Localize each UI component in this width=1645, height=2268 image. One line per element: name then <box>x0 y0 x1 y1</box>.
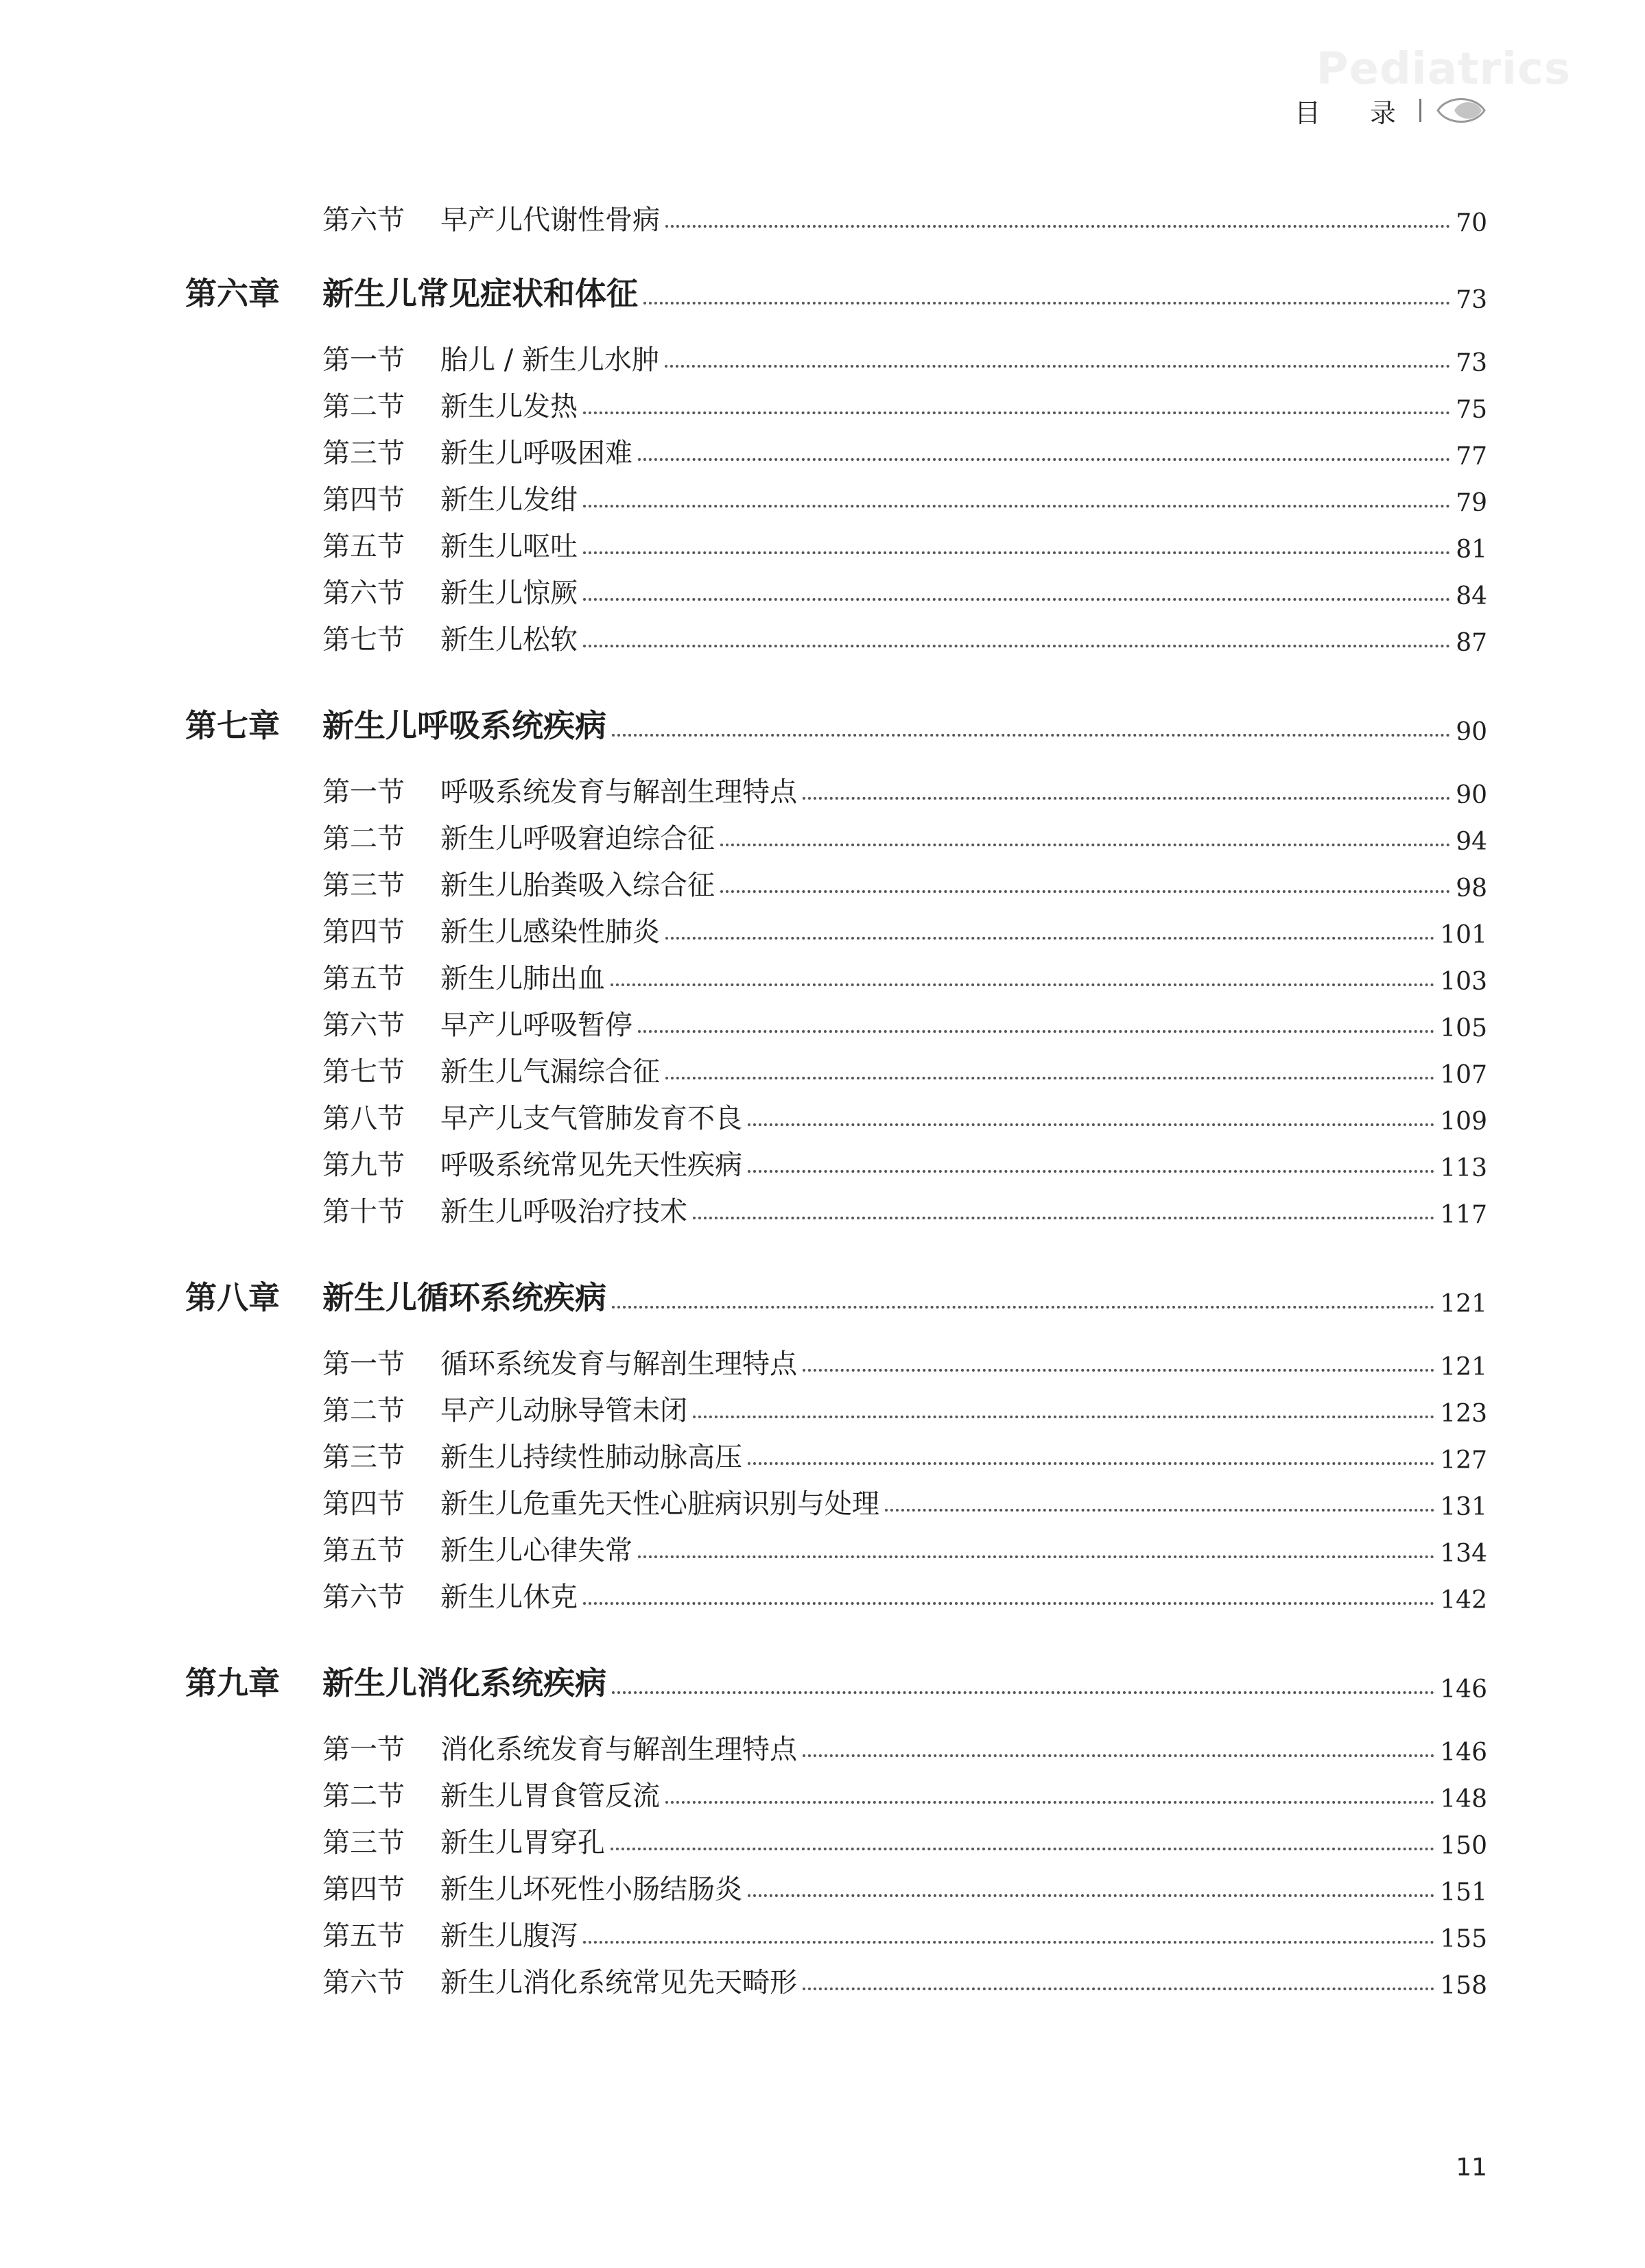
toc-entry-label <box>0 1003 632 1042</box>
toc-entry-title: 新生儿腹泻 <box>440 1920 578 1952</box>
toc-page-number: 131 <box>1440 1493 1487 1521</box>
toc-entry-title: 新生儿呼吸窘迫综合征 <box>440 823 715 855</box>
toc-entry-number: 第七章 <box>185 707 280 744</box>
toc-entry-label <box>0 1821 605 1860</box>
dot-leader <box>583 551 1450 554</box>
toc-page-number: 90 <box>1456 781 1487 809</box>
toc-entry-title: 消化系统发育与解剖生理特点 <box>440 1734 797 1765</box>
toc-entry-number: 第五节 <box>322 1920 405 1952</box>
toc-page-number: 142 <box>1440 1586 1487 1614</box>
dot-leader <box>748 1123 1434 1126</box>
toc-entry-label <box>0 1658 606 1704</box>
toc-section-entry[interactable] <box>0 476 1645 517</box>
toc-entry-label <box>0 431 632 470</box>
dot-leader <box>803 797 1450 800</box>
dot-leader <box>693 1217 1434 1219</box>
toc-entry-title: 新生儿呼吸困难 <box>440 438 632 469</box>
toc-page-number: 117 <box>1440 1201 1487 1229</box>
toc-page-number: 101 <box>1440 921 1487 949</box>
dot-leader <box>665 365 1450 368</box>
toc-entry-label <box>0 618 578 657</box>
toc-entry-label <box>0 478 578 517</box>
dot-leader <box>748 1170 1434 1173</box>
toc-entry-label <box>0 1273 606 1318</box>
toc-page-number: 121 <box>1440 1353 1487 1381</box>
toc-entry-title: 新生儿消化系统疾病 <box>322 1664 606 1702</box>
toc-page-number: 77 <box>1456 442 1487 470</box>
toc-chapter-entry[interactable] <box>0 273 1645 314</box>
dot-leader <box>665 937 1434 940</box>
toc-section-entry[interactable] <box>0 196 1645 237</box>
dot-leader <box>611 1848 1434 1850</box>
toc-entry-number: 第二节 <box>322 391 405 422</box>
toc-entry-title: 新生儿肺出血 <box>440 963 605 994</box>
dot-leader <box>665 225 1450 228</box>
toc-entry-title: 新生儿呼吸治疗技术 <box>440 1196 687 1228</box>
toc-entry-title: 新生儿胃穿孔 <box>440 1827 605 1859</box>
toc-section-entry[interactable] <box>0 1865 1645 1907</box>
toc-entry-title: 新生儿呕吐 <box>440 531 578 562</box>
toc-entry-number: 第九节 <box>322 1149 405 1181</box>
toc-section-entry[interactable] <box>0 1912 1645 1953</box>
toc-entry-number: 第四节 <box>322 1488 405 1520</box>
toc-entry-number: 第六节 <box>322 204 405 236</box>
toc-entry-label <box>0 957 605 996</box>
toc-page-number: 73 <box>1456 349 1487 377</box>
dot-leader <box>803 1988 1434 1990</box>
toc-entry-number: 第五节 <box>322 963 405 994</box>
dot-leader <box>583 411 1450 414</box>
toc-entry-label <box>0 910 660 949</box>
toc-entry-number: 第五节 <box>322 531 405 562</box>
toc-entry-number: 第四节 <box>322 916 405 948</box>
toc-page-number: 90 <box>1456 718 1487 746</box>
toc-entry-number: 第七节 <box>322 1056 405 1088</box>
toc-section-entry[interactable] <box>0 1387 1645 1428</box>
toc-entry-number: 第二节 <box>322 1780 405 1812</box>
dot-leader <box>720 890 1450 893</box>
dot-leader <box>748 1462 1434 1465</box>
toc-page-number: 121 <box>1440 1290 1487 1318</box>
toc-entry-title: 早产儿动脉导管未闭 <box>440 1395 687 1427</box>
toc-section-entry[interactable] <box>0 1188 1645 1229</box>
toc-entry-number: 第六节 <box>322 577 405 609</box>
toc-entry-label <box>0 338 659 377</box>
dot-leader <box>612 1691 1434 1694</box>
toc-page-number: 75 <box>1456 396 1487 424</box>
toc-entry-number: 第一节 <box>322 344 405 376</box>
toc-section-entry[interactable] <box>0 616 1645 657</box>
toc-entry-number: 第二节 <box>322 823 405 855</box>
toc-section-entry[interactable] <box>0 1480 1645 1521</box>
dot-leader <box>748 1894 1434 1897</box>
dot-leader <box>885 1509 1434 1512</box>
page-number: 11 <box>1456 2153 1487 2182</box>
toc-section-entry[interactable] <box>0 1819 1645 1860</box>
toc-page-number: 148 <box>1440 1785 1487 1813</box>
toc-entry-title: 新生儿常见症状和体征 <box>322 275 638 312</box>
toc-entry-label <box>0 1097 742 1136</box>
toc-entry-title: 新生儿气漏综合征 <box>440 1056 660 1088</box>
toc-entry-title: 新生儿发热 <box>440 391 578 422</box>
toc-entry-label <box>0 1529 632 1568</box>
toc-entry-label <box>0 1728 797 1767</box>
toc-section-entry[interactable] <box>0 768 1645 809</box>
dot-leader <box>693 1416 1434 1418</box>
toc-entry-number: 第五节 <box>322 1535 405 1566</box>
toc-entry-number: 第一节 <box>322 1734 405 1765</box>
pediatrics-watermark: Pediatrics <box>1316 44 1571 95</box>
dot-leader <box>638 458 1450 461</box>
toc-entry-number: 第三节 <box>322 1442 405 1473</box>
toc-page-number: 158 <box>1440 1972 1487 2000</box>
toc-entry-label <box>0 1342 797 1381</box>
toc-entry-title: 呼吸系统常见先天性疾病 <box>440 1149 742 1181</box>
dot-leader <box>583 645 1450 647</box>
toc-section-entry[interactable] <box>0 908 1645 949</box>
toc-entry-number: 第八节 <box>322 1103 405 1134</box>
toc-section-entry[interactable] <box>0 1340 1645 1381</box>
dot-leader <box>803 1369 1434 1372</box>
toc-entry-label <box>0 770 797 809</box>
toc-page-number: 70 <box>1456 209 1487 237</box>
toc-chapter-entry[interactable] <box>0 1277 1645 1318</box>
toc-page-number: 73 <box>1456 286 1487 314</box>
toc-entry-number: 第六节 <box>322 1967 405 1998</box>
toc-entry-number: 第三节 <box>322 438 405 469</box>
toc-entry-title: 新生儿发绀 <box>440 484 578 516</box>
toc-section-entry[interactable] <box>0 1141 1645 1182</box>
toc-page-number: 113 <box>1440 1154 1487 1182</box>
toc-entry-number: 第六章 <box>185 275 280 312</box>
toc-section-entry[interactable] <box>0 336 1645 377</box>
toc-page-number: 134 <box>1440 1540 1487 1568</box>
toc-entry-number: 第六节 <box>322 1581 405 1613</box>
toc-entry-number: 第八章 <box>185 1279 280 1316</box>
toc-section-entry[interactable] <box>0 1573 1645 1614</box>
toc-page-number: 98 <box>1456 874 1487 903</box>
toc-page-number: 81 <box>1456 536 1487 564</box>
toc-entry-title: 新生儿休克 <box>440 1581 578 1613</box>
toc-entry-label <box>0 198 660 237</box>
toc-page-number: 105 <box>1440 1014 1487 1042</box>
dot-leader <box>611 983 1434 986</box>
toc-entry-label <box>0 1190 687 1229</box>
toc-section-entry[interactable] <box>0 955 1645 996</box>
toc-entry-title: 循环系统发育与解剖生理特点 <box>440 1348 797 1380</box>
leaf-logo-icon <box>1434 93 1489 128</box>
toc-entry-title: 新生儿胃食管反流 <box>440 1780 660 1812</box>
toc-entry-title: 早产儿支气管肺发育不良 <box>440 1103 742 1134</box>
toc-page-number: 127 <box>1440 1446 1487 1475</box>
dot-leader <box>665 1801 1434 1804</box>
toc-section-entry[interactable] <box>0 1001 1645 1042</box>
toc-entry-number: 第三节 <box>322 1827 405 1859</box>
dot-leader <box>583 1941 1434 1944</box>
toc-entry-number: 第二节 <box>322 1395 405 1427</box>
dot-leader <box>612 1306 1434 1309</box>
toc-entry-label <box>0 1389 687 1428</box>
toc-page-number: 150 <box>1440 1832 1487 1860</box>
toc-entry-label <box>0 385 578 424</box>
toc-page-number: 103 <box>1440 968 1487 996</box>
dot-leader <box>665 1077 1434 1079</box>
toc-entry-number: 第九章 <box>185 1664 280 1702</box>
toc-chapter-entry[interactable] <box>0 705 1645 746</box>
toc-entry-label <box>0 525 578 564</box>
toc-section-entry[interactable] <box>0 1048 1645 1089</box>
header-divider <box>1419 99 1421 122</box>
toc-page-number: 123 <box>1440 1400 1487 1428</box>
toc-entry-title: 新生儿胎粪吸入综合征 <box>440 870 715 901</box>
toc-entry-number: 第三节 <box>322 870 405 901</box>
toc-section-entry[interactable] <box>0 1959 1645 2000</box>
dot-leader <box>583 1602 1434 1605</box>
header-title-char-1: 目 <box>1294 97 1321 128</box>
toc-section-entry[interactable] <box>0 1726 1645 1767</box>
toc-entry-title: 早产儿代谢性骨病 <box>440 204 660 236</box>
toc-page-number: 146 <box>1440 1739 1487 1767</box>
toc-entry-label <box>0 1435 742 1475</box>
toc-page-number: 155 <box>1440 1925 1487 1953</box>
toc-entry-number: 第一节 <box>322 1348 405 1380</box>
toc-entry-number: 第六节 <box>322 1010 405 1041</box>
dot-leader <box>638 1555 1434 1558</box>
dot-leader <box>803 1754 1434 1757</box>
dot-leader <box>720 844 1450 846</box>
toc-entry-label <box>0 1050 660 1089</box>
toc-entry-title: 新生儿惊厥 <box>440 577 578 609</box>
toc-section-entry[interactable] <box>0 1095 1645 1136</box>
dot-leader <box>638 1030 1434 1033</box>
toc-entry-label <box>0 1575 578 1614</box>
toc-section-entry[interactable] <box>0 429 1645 470</box>
toc-page-number: 109 <box>1440 1108 1487 1136</box>
toc-entry-label <box>0 1143 742 1182</box>
toc-entry-title: 新生儿消化系统常见先天畸形 <box>440 1967 797 1998</box>
toc-page-number: 84 <box>1456 582 1487 610</box>
toc-entry-label <box>0 817 715 856</box>
toc-section-entry[interactable] <box>0 815 1645 856</box>
toc-entry-title: 新生儿呼吸系统疾病 <box>322 707 606 744</box>
toc-entry-number: 第四节 <box>322 484 405 516</box>
toc-page-number: 151 <box>1440 1878 1487 1907</box>
toc-page-number: 107 <box>1440 1061 1487 1089</box>
toc-entry-title: 新生儿心律失常 <box>440 1535 632 1566</box>
dot-leader <box>583 598 1450 601</box>
toc-entry-number: 第一节 <box>322 776 405 808</box>
toc-chapter-entry[interactable] <box>0 1662 1645 1704</box>
running-header <box>1294 93 1489 128</box>
toc-page-number: 146 <box>1440 1675 1487 1704</box>
toc-entry-label <box>0 1914 578 1953</box>
toc-page-number: 79 <box>1456 489 1487 517</box>
toc-entry-label <box>0 1961 797 2000</box>
toc-entry-title: 胎儿 / 新生儿水肿 <box>440 344 659 376</box>
toc-entry-title: 新生儿感染性肺炎 <box>440 916 660 948</box>
toc-entry-title: 呼吸系统发育与解剖生理特点 <box>440 776 797 808</box>
toc-entry-number: 第四节 <box>322 1874 405 1905</box>
toc-entry-label <box>0 1867 742 1907</box>
toc-entry-title: 早产儿呼吸暂停 <box>440 1010 632 1041</box>
toc-entry-label <box>0 1482 879 1521</box>
toc-section-entry[interactable] <box>0 861 1645 903</box>
dot-leader <box>612 734 1450 737</box>
toc-page-number: 94 <box>1456 828 1487 856</box>
toc-entry-number: 第十节 <box>322 1196 405 1228</box>
toc-entry-label <box>0 571 578 610</box>
header-title-char-2: 录 <box>1369 97 1396 128</box>
dot-leader <box>583 505 1450 508</box>
toc-section-entry[interactable] <box>0 569 1645 610</box>
toc-section-entry[interactable] <box>0 383 1645 424</box>
toc-entry-title: 新生儿松软 <box>440 624 578 656</box>
toc-entry-label <box>0 269 638 314</box>
toc-page-number: 87 <box>1456 629 1487 657</box>
toc-entry-title: 新生儿持续性肺动脉高压 <box>440 1442 742 1473</box>
toc-section-entry[interactable] <box>0 1433 1645 1475</box>
toc-entry-title: 新生儿循环系统疾病 <box>322 1279 606 1316</box>
toc-entry-number: 第七节 <box>322 624 405 656</box>
toc-entry-label <box>0 1774 660 1813</box>
toc-section-entry[interactable] <box>0 1772 1645 1813</box>
toc-entry-title: 新生儿坏死性小肠结肠炎 <box>440 1874 742 1905</box>
toc-entry-label <box>0 701 606 746</box>
dot-leader <box>643 302 1450 305</box>
toc-entry-label <box>0 863 715 903</box>
toc-section-entry[interactable] <box>0 523 1645 564</box>
toc-section-entry[interactable] <box>0 1527 1645 1568</box>
toc-entry-title: 新生儿危重先天性心脏病识别与处理 <box>440 1488 879 1520</box>
